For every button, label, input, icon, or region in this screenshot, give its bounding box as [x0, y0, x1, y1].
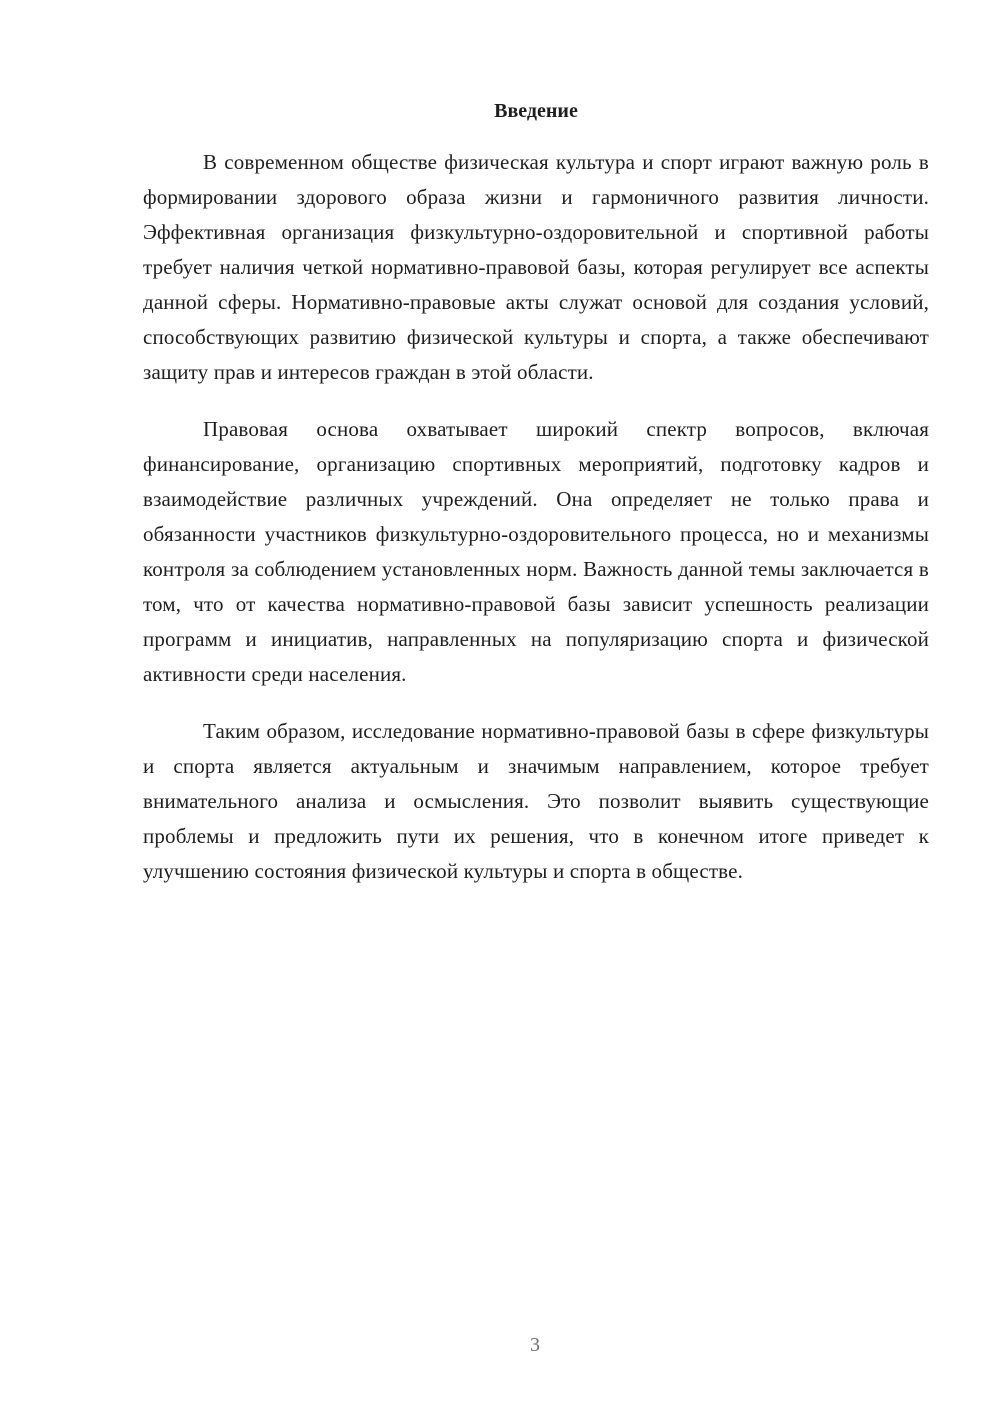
page-number: 3: [530, 1334, 540, 1356]
paragraph-legal-basis: Правовая основа охватывает широкий спектр вопросов, включая финансирование, организацию спортивных мероприятий, подготовку кадров и взаимодействие различных учреждений. Она определяет не только права и обязанности участников физкультурно-оздоровительного процесса, но и механизмы контроля за соблюдением установленных норм. Важность данной темы заключается в том, что от качества нормативно-правовой базы зависит успешность реализации программ и инициатив, направленных на популяризацию спорта и физической активности среди населения.: [143, 417, 929, 686]
paragraph-intro: В современном обществе физическая культура и спорт играют важную роль в формировании здорового образа жизни и гармоничного развития личности. Эффективная организация физкультурно-оздоровительной и спортивной работы требует наличия четкой нормативно-правовой базы, которая регулирует все аспекты данной сферы. Нормативно-правовые акты служат основой для создания условий, способствующих развитию физической культуры и спорта, а также обеспечивают защиту прав и интересов граждан в этой области.: [143, 150, 929, 384]
page-content: [143, 96, 929, 911]
paragraph-conclusion: Таким образом, исследование нормативно-правовой базы в сфере физкультуры и спорта является актуальным и значимым направлением, которое требует внимательного анализа и осмысления. Это позволит выявить существующие проблемы и предложить пути их решения, что в конечном итоге приведет к улучшению состояния физической культуры и спорта в обществе.: [143, 719, 929, 883]
section-heading: Введение: [494, 100, 578, 122]
